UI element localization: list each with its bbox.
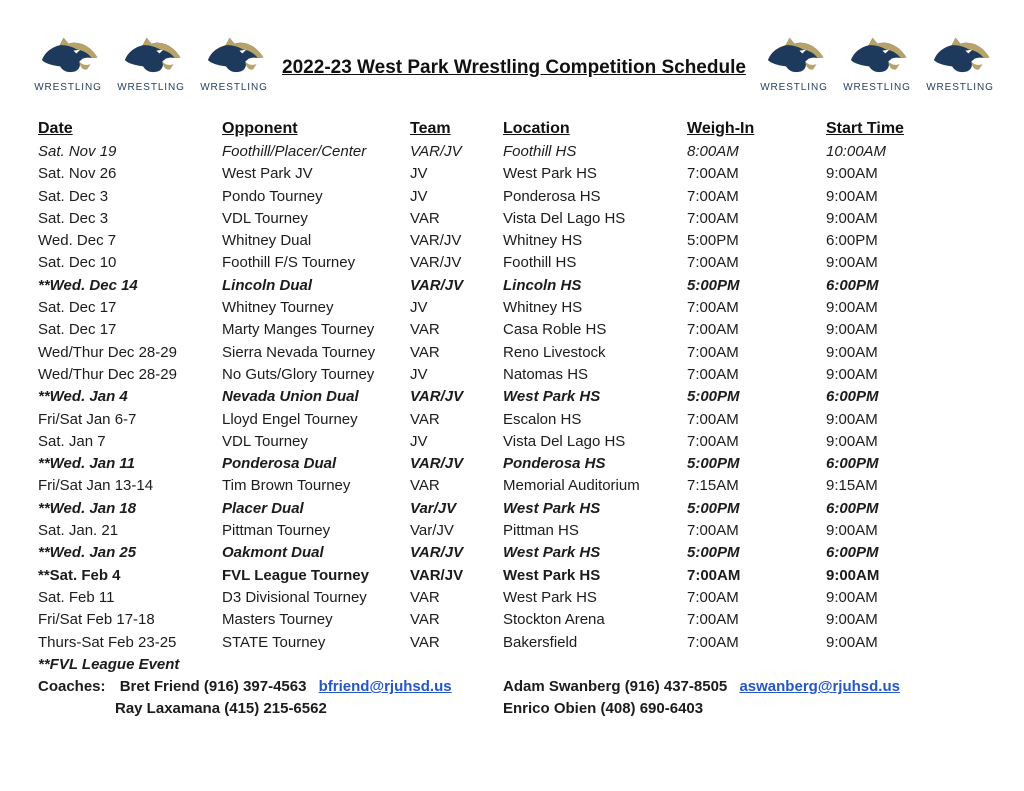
cell-weigh_in: 7:00AM bbox=[687, 165, 739, 183]
coaches-label: Coaches: bbox=[38, 678, 106, 696]
coaches-line-1 bbox=[38, 676, 948, 698]
cell-opponent: Marty Manges Tourney bbox=[222, 321, 375, 339]
logo-cluster-right bbox=[758, 34, 996, 93]
cell-date: Sat. Dec 3 bbox=[38, 187, 109, 205]
wildcat-icon bbox=[928, 34, 992, 81]
cell-team: VAR/JV bbox=[410, 544, 464, 562]
cell-opponent: Pittman Tourney bbox=[222, 522, 331, 540]
cell-location: Memorial Auditorium bbox=[503, 477, 640, 495]
cell-opponent: Foothill F/S Tourney bbox=[222, 254, 356, 272]
coach-email-link[interactable]: aswanberg@rjuhsd.us bbox=[739, 678, 900, 696]
cell-weigh_in: 5:00PM bbox=[687, 276, 740, 294]
cell-date: **Wed. Jan 18 bbox=[38, 499, 137, 517]
cell-team: VAR bbox=[410, 588, 440, 606]
cell-team: VAR/JV bbox=[410, 254, 462, 272]
cell-date: **Sat. Feb 4 bbox=[38, 566, 121, 584]
wildcat-icon bbox=[762, 34, 826, 81]
wrestling-logo bbox=[198, 34, 270, 93]
cell-location: Whitney HS bbox=[503, 299, 583, 317]
cell-start: 9:00AM bbox=[826, 588, 878, 606]
coach-entry bbox=[38, 676, 503, 698]
cell-start: 9:00AM bbox=[826, 209, 878, 227]
cell-location: West Park HS bbox=[503, 544, 601, 562]
logo-cluster-left bbox=[32, 34, 270, 93]
table-row bbox=[38, 409, 948, 431]
cell-date: **Wed. Dec 14 bbox=[38, 276, 138, 294]
cell-location: Ponderosa HS bbox=[503, 187, 601, 205]
cell-start: 6:00PM bbox=[826, 388, 879, 406]
cell-weigh_in: 7:15AM bbox=[687, 477, 739, 495]
cell-start: 9:00AM bbox=[826, 321, 878, 339]
cell-weigh_in: 7:00AM bbox=[687, 299, 739, 317]
table-row bbox=[38, 342, 948, 364]
cell-team: JV bbox=[410, 299, 428, 317]
cell-date: Thurs-Sat Feb 23-25 bbox=[38, 633, 177, 651]
cell-location: Vista Del Lago HS bbox=[503, 432, 626, 450]
cell-weigh_in: 5:00PM bbox=[687, 499, 740, 517]
cell-weigh_in: 7:00AM bbox=[687, 343, 739, 361]
cell-team: VAR bbox=[410, 321, 440, 339]
cell-opponent: Whitney Tourney bbox=[222, 299, 334, 317]
cell-location: West Park HS bbox=[503, 499, 601, 517]
wrestling-logo-label: WRESTLING bbox=[34, 82, 102, 93]
cell-location: Bakersfield bbox=[503, 633, 578, 651]
table-row bbox=[38, 431, 948, 453]
cell-date: **Wed. Jan 25 bbox=[38, 544, 137, 562]
cell-start: 9:00AM bbox=[826, 254, 878, 272]
table-row bbox=[38, 498, 948, 520]
cell-date: Fri/Sat Jan 13-14 bbox=[38, 477, 154, 495]
cell-location: Escalon HS bbox=[503, 410, 582, 428]
cell-date: **Wed. Jan 4 bbox=[38, 388, 128, 406]
cell-opponent: Ponderosa Dual bbox=[222, 455, 337, 473]
cell-location: Stockton Arena bbox=[503, 611, 605, 629]
cell-team: VAR bbox=[410, 343, 440, 361]
table-header-row bbox=[38, 117, 948, 141]
wrestling-logo bbox=[924, 34, 996, 93]
cell-opponent: Lloyd Engel Tourney bbox=[222, 410, 358, 428]
cell-date: **Wed. Jan 11 bbox=[38, 455, 135, 473]
cell-location: Natomas HS bbox=[503, 365, 589, 383]
coach-name: Enrico Obien (408) 690-6403 bbox=[503, 700, 704, 718]
league-event-footnote: **FVL League Event bbox=[38, 655, 180, 673]
cell-opponent: Tim Brown Tourney bbox=[222, 477, 351, 495]
cell-start: 6:00PM bbox=[826, 544, 879, 562]
cell-weigh_in: 7:00AM bbox=[687, 254, 739, 272]
cell-start: 9:00AM bbox=[826, 522, 878, 540]
cell-location: Casa Roble HS bbox=[503, 321, 607, 339]
coach-name: Adam Swanberg (916) 437-8505 bbox=[503, 678, 728, 696]
cell-weigh_in: 7:00AM bbox=[687, 187, 739, 205]
cell-start: 6:00PM bbox=[826, 499, 879, 517]
cell-start: 9:00AM bbox=[826, 410, 878, 428]
wildcat-icon bbox=[36, 34, 100, 81]
cell-team: Var/JV bbox=[410, 499, 457, 517]
cell-opponent: STATE Tourney bbox=[222, 633, 326, 651]
cell-team: VAR/JV bbox=[410, 232, 462, 250]
cell-date: Sat. Jan 7 bbox=[38, 432, 106, 450]
cell-location: West Park HS bbox=[503, 388, 601, 406]
cell-start: 9:00AM bbox=[826, 343, 878, 361]
cell-weigh_in: 5:00PM bbox=[687, 232, 739, 250]
table-row bbox=[38, 364, 948, 386]
cell-opponent: Lincoln Dual bbox=[222, 276, 312, 294]
cell-location: Lincoln HS bbox=[503, 276, 582, 294]
cell-location: West Park HS bbox=[503, 165, 597, 183]
wrestling-logo bbox=[841, 34, 913, 93]
cell-team: VAR bbox=[410, 633, 440, 651]
cell-weigh_in: 7:00AM bbox=[687, 321, 739, 339]
wrestling-logo bbox=[758, 34, 830, 93]
cell-date: Sat. Nov 19 bbox=[38, 143, 117, 160]
cell-opponent: VDL Tourney bbox=[222, 209, 308, 227]
cell-location: West Park HS bbox=[503, 566, 601, 584]
page-title: 2022-23 West Park Wrestling Competition Schedule bbox=[282, 57, 746, 79]
cell-opponent: Masters Tourney bbox=[222, 611, 333, 629]
cell-weigh_in: 7:00AM bbox=[687, 365, 739, 383]
column-header-team: Team bbox=[410, 120, 451, 137]
cell-location: Foothill HS bbox=[503, 254, 577, 272]
cell-date: Fri/Sat Jan 6-7 bbox=[38, 410, 137, 428]
column-header-location: Location bbox=[503, 120, 570, 137]
cell-location: Pittman HS bbox=[503, 522, 579, 540]
cell-team: JV bbox=[410, 432, 428, 450]
table-row bbox=[38, 275, 948, 297]
cell-opponent: D3 Divisional Tourney bbox=[222, 588, 367, 606]
cell-team: VAR/JV bbox=[410, 388, 464, 406]
cell-start: 9:00AM bbox=[826, 633, 878, 651]
wrestling-logo-label: WRESTLING bbox=[760, 82, 828, 93]
cell-team: VAR/JV bbox=[410, 455, 464, 473]
cell-team: VAR bbox=[410, 209, 440, 227]
cell-weigh_in: 7:00AM bbox=[687, 410, 739, 428]
cell-opponent: Whitney Dual bbox=[222, 232, 312, 250]
cell-location: Reno Livestock bbox=[503, 343, 606, 361]
cell-start: 9:00AM bbox=[826, 299, 878, 317]
cell-location: Vista Del Lago HS bbox=[503, 209, 626, 227]
cell-weigh_in: 7:00AM bbox=[687, 522, 739, 540]
wrestling-logo bbox=[32, 34, 104, 93]
cell-date: Sat. Nov 26 bbox=[38, 165, 117, 183]
wrestling-logo-label: WRESTLING bbox=[926, 82, 994, 93]
cell-opponent: West Park JV bbox=[222, 165, 313, 183]
cell-team: VAR bbox=[410, 410, 440, 428]
cell-date: Sat. Dec 3 bbox=[38, 209, 109, 227]
table-row bbox=[38, 587, 948, 609]
cell-weigh_in: 7:00AM bbox=[687, 633, 739, 651]
cell-start: 9:00AM bbox=[826, 165, 878, 183]
cell-opponent: Placer Dual bbox=[222, 499, 304, 517]
cell-start: 9:15AM bbox=[826, 477, 878, 495]
cell-start: 9:00AM bbox=[826, 566, 880, 584]
cell-weigh_in: 8:00AM bbox=[687, 143, 739, 160]
cell-date: Sat. Dec 10 bbox=[38, 254, 117, 272]
coach-entry bbox=[503, 676, 900, 698]
table-row bbox=[38, 163, 948, 185]
cell-date: Sat. Dec 17 bbox=[38, 299, 117, 317]
wrestling-logo-label: WRESTLING bbox=[117, 82, 185, 93]
table-row bbox=[38, 386, 948, 408]
cell-team: VAR/JV bbox=[410, 276, 464, 294]
cell-weigh_in: 7:00AM bbox=[687, 209, 739, 227]
column-header-start-time: Start Time bbox=[826, 120, 904, 137]
cell-date: Sat. Feb 11 bbox=[38, 588, 115, 606]
column-header-weigh-in: Weigh-In bbox=[687, 120, 755, 137]
coach-entry bbox=[503, 698, 711, 720]
cell-start: 6:00PM bbox=[826, 455, 879, 473]
wrestling-logo-label: WRESTLING bbox=[843, 82, 911, 93]
cell-date: Fri/Sat Feb 17-18 bbox=[38, 611, 155, 629]
cell-start: 6:00PM bbox=[826, 276, 879, 294]
cell-opponent: No Guts/Glory Tourney bbox=[222, 365, 375, 383]
cell-start: 10:00AM bbox=[826, 143, 887, 160]
table-row bbox=[38, 297, 948, 319]
table-row bbox=[38, 186, 948, 208]
cell-start: 9:00AM bbox=[826, 365, 878, 383]
cell-date: Wed/Thur Dec 28-29 bbox=[38, 365, 177, 383]
cell-team: Var/JV bbox=[410, 522, 454, 540]
cell-start: 6:00PM bbox=[826, 232, 878, 250]
table-row bbox=[38, 319, 948, 341]
table-row bbox=[38, 252, 948, 274]
cell-date: Sat. Jan. 21 bbox=[38, 522, 119, 540]
cell-opponent: Nevada Union Dual bbox=[222, 388, 359, 406]
wrestling-logo bbox=[115, 34, 187, 93]
coaches-line-2 bbox=[38, 698, 948, 720]
table-row bbox=[38, 141, 948, 163]
cell-date: Wed/Thur Dec 28-29 bbox=[38, 343, 177, 361]
cell-weigh_in: 7:00AM bbox=[687, 566, 741, 584]
cell-date: Sat. Dec 17 bbox=[38, 321, 117, 339]
column-header-date: Date bbox=[38, 120, 73, 137]
table-row bbox=[38, 520, 948, 542]
cell-team: VAR bbox=[410, 611, 440, 629]
cell-team: VAR/JV bbox=[410, 143, 462, 160]
cell-team: JV bbox=[410, 187, 428, 205]
cell-opponent: Pondo Tourney bbox=[222, 187, 323, 205]
cell-weigh_in: 7:00AM bbox=[687, 588, 739, 606]
cell-location: Ponderosa HS bbox=[503, 455, 606, 473]
cell-weigh_in: 5:00PM bbox=[687, 544, 740, 562]
table-row bbox=[38, 475, 948, 497]
cell-location: West Park HS bbox=[503, 588, 597, 606]
schedule-body bbox=[38, 141, 948, 654]
table-row bbox=[38, 230, 948, 252]
coach-email-link[interactable]: bfriend@rjuhsd.us bbox=[318, 678, 452, 696]
cell-start: 9:00AM bbox=[826, 187, 878, 205]
wildcat-icon bbox=[119, 34, 183, 81]
cell-location: Whitney HS bbox=[503, 232, 583, 250]
cell-weigh_in: 5:00PM bbox=[687, 388, 740, 406]
cell-weigh_in: 7:00AM bbox=[687, 611, 739, 629]
cell-weigh_in: 5:00PM bbox=[687, 455, 740, 473]
wildcat-icon bbox=[202, 34, 266, 81]
coach-entry bbox=[38, 698, 503, 720]
cell-opponent: Foothill/Placer/Center bbox=[222, 143, 367, 160]
coach-name: Ray Laxamana (415) 215-6562 bbox=[115, 700, 327, 718]
column-header-opponent: Opponent bbox=[222, 120, 298, 137]
wildcat-icon bbox=[845, 34, 909, 81]
cell-start: 9:00AM bbox=[826, 611, 878, 629]
table-row bbox=[38, 208, 948, 230]
cell-location: Foothill HS bbox=[503, 143, 577, 160]
schedule-table bbox=[38, 117, 948, 721]
cell-date: Wed. Dec 7 bbox=[38, 232, 117, 250]
cell-team: VAR/JV bbox=[410, 566, 464, 584]
cell-opponent: Oakmont Dual bbox=[222, 544, 324, 562]
table-row bbox=[38, 565, 948, 587]
cell-team: JV bbox=[410, 165, 428, 183]
cell-start: 9:00AM bbox=[826, 432, 878, 450]
cell-opponent: Sierra Nevada Tourney bbox=[222, 343, 376, 361]
table-row bbox=[38, 453, 948, 475]
table-row bbox=[38, 542, 948, 564]
table-row bbox=[38, 609, 948, 631]
cell-team: JV bbox=[410, 365, 428, 383]
cell-opponent: VDL Tourney bbox=[222, 432, 308, 450]
table-row bbox=[38, 632, 948, 654]
cell-team: VAR bbox=[410, 477, 440, 495]
cell-weigh_in: 7:00AM bbox=[687, 432, 739, 450]
masthead bbox=[32, 34, 996, 93]
cell-opponent: FVL League Tourney bbox=[222, 566, 369, 584]
coach-name: Bret Friend (916) 397-4563 bbox=[119, 678, 307, 696]
wrestling-logo-label: WRESTLING bbox=[200, 82, 268, 93]
